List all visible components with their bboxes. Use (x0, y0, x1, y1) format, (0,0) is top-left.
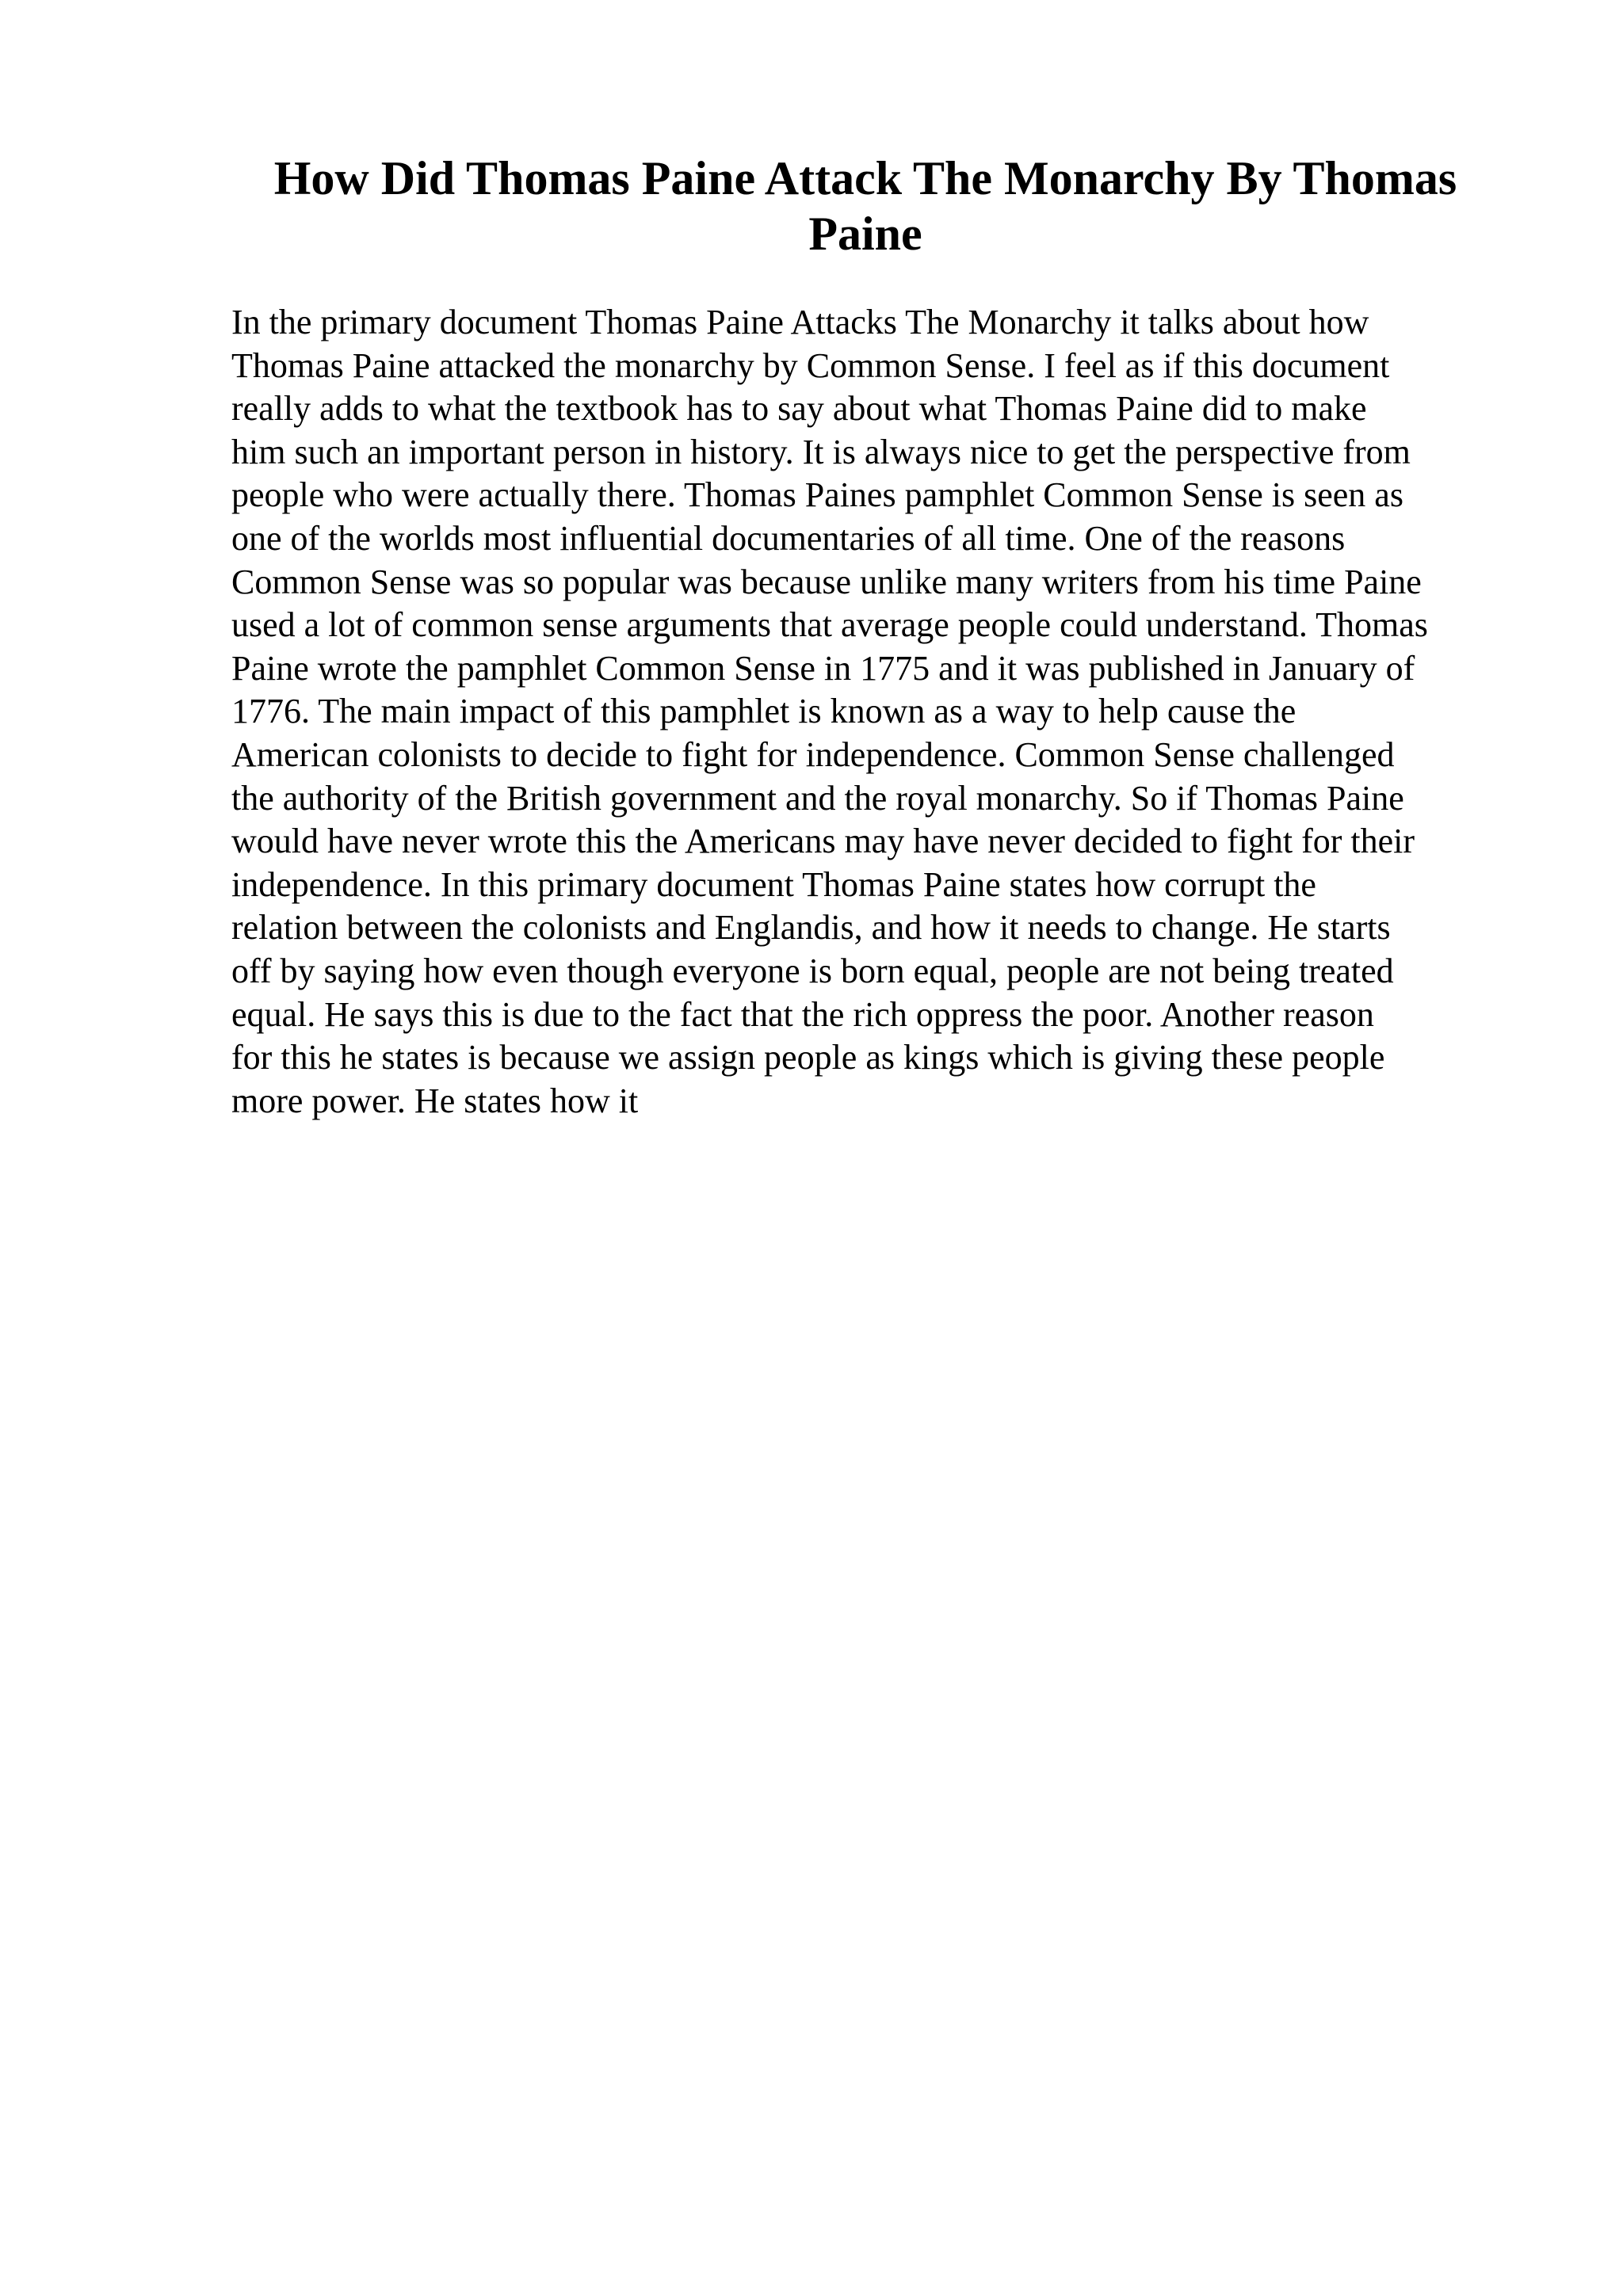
body-line: independence. In this primary document Thomas Paine states how corrupt the (231, 864, 1316, 904)
body-line: 1776. The main impact of this pamphlet is known as a way to help cause the (231, 692, 1296, 731)
body-line: would have never wrote this the Americans may have never decided to fight for their (231, 822, 1415, 861)
document-body (231, 301, 1499, 1123)
body-line: used a lot of common sense arguments that average people could understand. Thomas (231, 605, 1428, 645)
body-line: off by saying how even though everyone is born equal, people are not being treated (231, 951, 1394, 990)
body-line: Common Sense was so popular was because unlike many writers from his time Paine (231, 562, 1422, 601)
title-line: Paine (808, 208, 922, 260)
body-line: for this he states is because we assign people as kings which is giving these people (231, 1038, 1385, 1077)
body-line: more power. He states how it (231, 1081, 639, 1120)
body-line: relation between the colonists and Englandis, and how it needs to change. He starts (231, 908, 1391, 948)
title-line: How Did Thomas Paine Attack The Monarchy By Thomas (273, 152, 1457, 204)
body-line: people who were actually there. Thomas Paines pamphlet Common Sense is seen as (231, 475, 1403, 515)
body-line: him such an important person in history. It is always nice to get the perspective from (231, 432, 1411, 471)
body-line: really adds to what the textbook has to say about what Thomas Paine did to make (231, 389, 1367, 429)
body-line: Thomas Paine attacked the monarchy by Common Sense. I feel as if this document (231, 345, 1390, 385)
body-line: equal. He says this is due to the fact that the rich oppress the poor. Another reason (231, 994, 1374, 1034)
body-line: the authority of the British government and the royal monarchy. So if Thomas Paine (231, 778, 1404, 818)
document-title (231, 151, 1499, 261)
body-line: Paine wrote the pamphlet Common Sense in 1775 and it was published in January of (231, 648, 1415, 688)
body-line: one of the worlds most influential documentaries of all time. One of the reasons (231, 518, 1346, 558)
body-line: American colonists to decide to fight for independence. Common Sense challenged (231, 734, 1395, 774)
body-line: In the primary document Thomas Paine Attacks The Monarchy it talks about how (231, 303, 1369, 341)
